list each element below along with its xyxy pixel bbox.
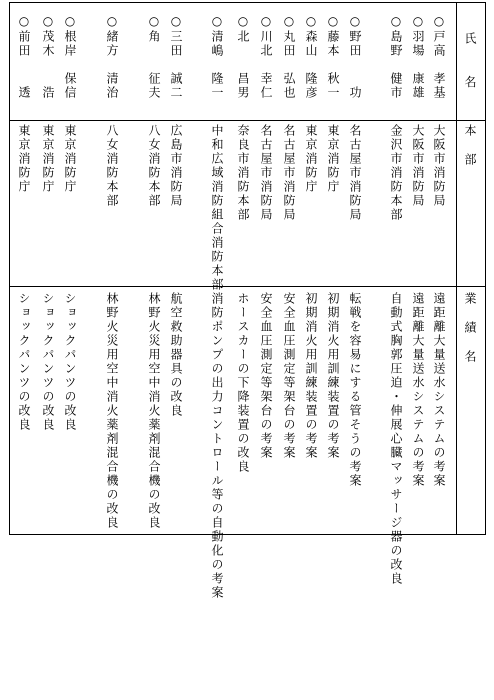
entry-work: 航空救助器具の改良: [169, 292, 183, 418]
entry-column: [148, 2, 164, 535]
entry-column: [433, 2, 449, 535]
entry-work: ショックパンツの改良: [41, 292, 55, 432]
entry-work: ショックパンツの改良: [63, 292, 77, 432]
entry-column: [349, 2, 365, 535]
entry-work: 林野火災用空中消火薬剤混合機の改良: [147, 292, 161, 530]
entry-dept: 名古屋市消防局: [348, 124, 362, 222]
entry-column: [412, 2, 428, 535]
entry-name: ○茂木 浩: [41, 14, 55, 100]
entry-column: [389, 2, 406, 586]
table-border-right: [485, 2, 486, 535]
entry-name: ○藤本 秋一: [326, 14, 340, 100]
entry-work: 遠距離大量送水システムの考案: [411, 292, 425, 488]
entry-dept: 中和広域消防組合消防本部: [210, 124, 224, 292]
entry-name: ○角 征夫: [147, 14, 161, 100]
entry-column: [106, 2, 122, 535]
entry-work: 遠距離大量送水システムの考案: [432, 292, 446, 488]
entry-column: [210, 2, 227, 600]
entry-column: [18, 2, 34, 535]
entry-name: ○島野 健市: [389, 14, 403, 100]
header-name-label: 氏 名: [463, 32, 477, 90]
table-border-left: [9, 2, 10, 535]
entry-dept: 名古屋市消防局: [282, 124, 296, 222]
entry-work: 初期消火用訓練装置の考案: [304, 292, 318, 460]
entry-dept: 東京消防庁: [41, 124, 55, 194]
entry-name: ○三田 誠二: [169, 14, 183, 100]
entry-dept: 大阪市消防局: [432, 124, 446, 208]
entry-name: ○野田 功: [348, 14, 362, 100]
entry-name: ○根岸 保信: [63, 14, 77, 100]
header-column-divider: [456, 2, 457, 535]
entry-dept: 東京消防庁: [63, 124, 77, 194]
entry-work: 初期消火用訓練装置の考案: [326, 292, 340, 460]
entry-name: ○前田 透: [17, 14, 31, 100]
entry-name: ○丸田 弘也: [282, 14, 296, 100]
entry-column: [327, 2, 343, 535]
entry-column: [42, 2, 58, 535]
entry-work: 転戦を容易にする管そうの考案: [348, 292, 362, 488]
entry-dept: 奈良市消防本部: [236, 124, 250, 222]
entry-dept: 東京消防庁: [17, 124, 31, 194]
entry-work: ショックパンツの改良: [17, 292, 31, 432]
entry-name: ○戸高 孝基: [432, 14, 446, 100]
entry-dept: 広島市消防局: [169, 124, 183, 208]
entry-column: [170, 2, 186, 535]
entry-work: 安全血圧測定等架台の考案: [259, 292, 273, 460]
header-work-label: 業 績 名: [463, 292, 477, 365]
entry-dept: 東京消防庁: [326, 124, 340, 194]
entry-work: 消防ポンプの出力コントロール等の自動化の考案: [210, 292, 224, 600]
entry-work: 自動式胸郭圧迫・伸展心臓マッサージ器の改良: [389, 292, 403, 586]
entry-name: ○羽場 康雄: [411, 14, 425, 100]
entry-column: [283, 2, 299, 535]
entry-dept: 八女消防本部: [147, 124, 161, 208]
entry-dept: 東京消防庁: [304, 124, 318, 194]
entry-work: ホースカーの下降装置の改良: [236, 292, 250, 474]
entry-name: ○川北 幸仁: [259, 14, 273, 100]
entry-name: ○清嶋 隆一: [210, 14, 224, 100]
entry-name: ○北 昌男: [236, 14, 250, 100]
entry-dept: 大阪市消防局: [411, 124, 425, 208]
header-dept-label: 本 部: [463, 124, 477, 168]
entry-name: ○森山 隆彦: [304, 14, 318, 100]
award-table: [9, 2, 486, 600]
entry-dept: 金沢市消防本部: [389, 124, 403, 222]
entry-work: 安全血圧測定等架台の考案: [282, 292, 296, 460]
entry-work: 林野火災用空中消火薬剤混合機の改良: [105, 292, 119, 530]
entry-name: ○緒方 清治: [105, 14, 119, 100]
entry-column: [237, 2, 253, 535]
entry-column: [64, 2, 80, 535]
entry-column: [305, 2, 321, 535]
entry-column: [260, 2, 276, 535]
entry-dept: 名古屋市消防局: [259, 124, 273, 222]
entry-dept: 八女消防本部: [105, 124, 119, 208]
